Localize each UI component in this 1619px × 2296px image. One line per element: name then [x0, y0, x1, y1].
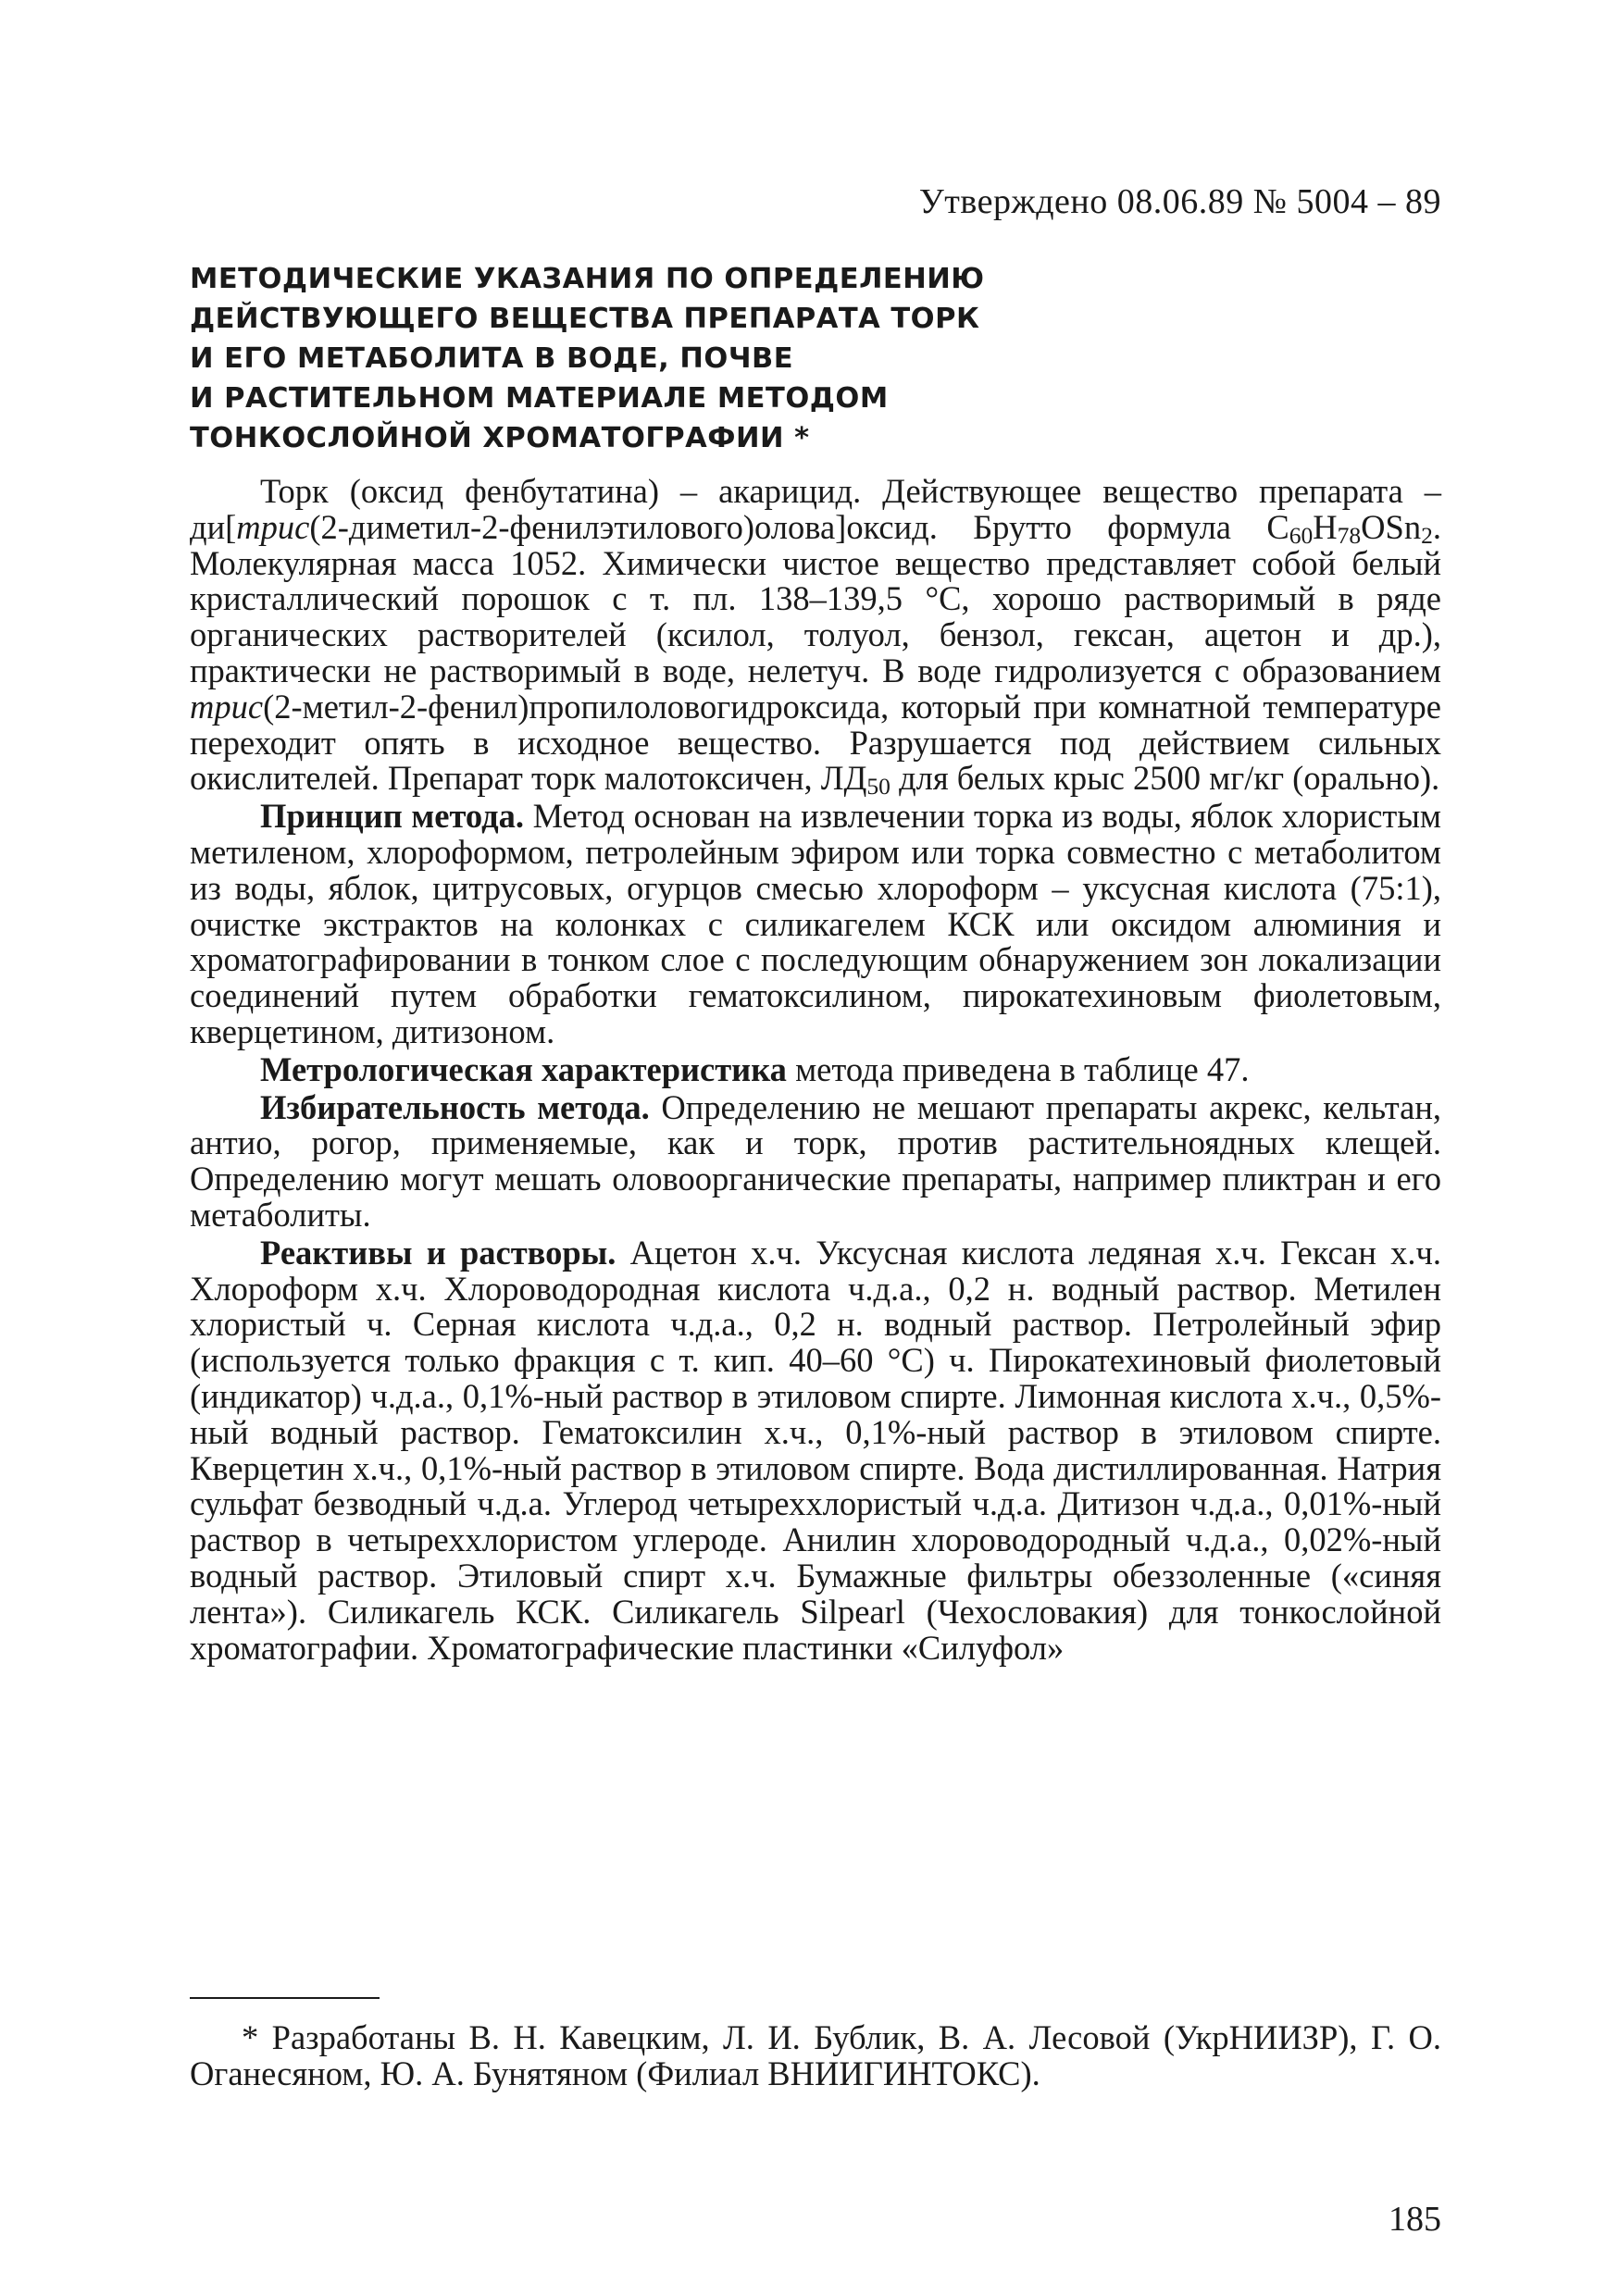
principle-paragraph: Принцип метода. Метод основан на извлечении торка из воды, яблок хлористым метиленом, хлороформом, петролейным эфиром или торка совместно с метаболитом из воды, яблок, цитрусовых, огурцов смесью хлороформ – уксусная кислота (75:1), очистке экстрактов на колонках с силикагелем КСК или оксидом алюминия и хроматографировании в тонком слое с последующим обнаружением зон локализации соединений путем обработки гематоксилином, пирокатехиновым фиолетовым, кверцетином, дитизоном.: [190, 797, 1442, 1050]
title-line: И РАСТИТЕЛЬНОМ МАТЕРИАЛЕ МЕТОДОМ: [190, 382, 889, 415]
footnote-divider: [190, 1997, 380, 1999]
document-title: [190, 259, 1023, 458]
footnote: * Разработаны В. Н. Кавецким, Л. И. Бублик, В. А. Лесовой (УкрНИИЗР), Г. О. Оганесяном, Ю. А. Бунятяном (Филиал ВНИИГИНТОКС).: [190, 2018, 1441, 2092]
metrology-paragraph: Метрологическая характеристика метода приведена в таблице 47.: [260, 1049, 1250, 1088]
section-lead: Реактивы и растворы.: [260, 1233, 616, 1272]
section-lead: Метрологическая характеристика: [260, 1049, 787, 1088]
approval-stamp: Утверждено 08.06.89 № 5004 – 89: [918, 182, 1441, 221]
title-line: И ЕГО МЕТАБОЛИТА В ВОДЕ, ПОЧВЕ: [190, 342, 794, 375]
selectivity-paragraph: Избирательность метода. Определению не мешают препараты акрекс, кельтан, антио, рогор, применяемые, как и торк, против растительноядных клещей. Определению могут мешать оловоорганические препараты, например пликтран и его метаболиты.: [190, 1087, 1441, 1234]
reagents-paragraph: Реактивы и растворы. Ацетон х.ч. Уксусная кислота ледяная х.ч. Гексан х.ч. Хлороформ х.ч. Хлороводородная кислота ч.д.а., 0,2 н. водный раствор. Метилен хлористый ч. Серная кислота ч.д.а., 0,2 н. водный раствор. Петролейный эфир (используется только фракция с т. кип. 40–60 °С) ч. Пирокатехиновый фиолетовый (индикатор) ч.д.а., 0,1%-ный раствор в этиловом спирте. Лимонная кислота х.ч., 0,5%-ный водный раствор. Гематоксилин х.ч., 0,1%-ный раствор в этиловом спирте. Кверцетин х.ч., 0,1%-ный раствор в этиловом спирте. Вода дистиллированная. Натрия сульфат безводный ч.д.а. Углерод четыреххлористый ч.д.а. Дитизон ч.д.а., 0,01%-ный раствор в четыреххлористом углероде. Анилин хлороводородный ч.д.а., 0,02%-ный водный раствор. Этиловый спирт х.ч. Бумажные фильтры обеззоленные («синяя лента»). Силикагель КСК. Силикагель Silpearl (Чехословакия) для тонкослойной хроматографии. Хроматографические пластинки «Силуфол»: [190, 1233, 1442, 1667]
section-lead: Избирательность метода.: [260, 1087, 650, 1126]
document-body: [190, 474, 1441, 1668]
title-line: ДЕЙСТВУЮЩЕГО ВЕЩЕСТВА ПРЕПАРАТА ТОРК: [190, 303, 980, 335]
page-number: 185: [1389, 2200, 1441, 2239]
section-lead: Принцип метода.: [260, 797, 524, 836]
intro-paragraph: Торк (оксид фенбутатина) – акарицид. Действующее вещество препарата – ди[трис(2-диметил-2-фенилэтилового)олова]оксид. Брутто формула $C_{60}H_{78}OSn_2$. Молекулярная масса 1052. Химически чистое вещество представляет собой белый кристаллический порошок с т. пл. 138–139,5 °С, хорошо растворимый в ряде органических растворителей (ксилол, толуол, бензол, гексан, ацетон и др.), практически не растворимый в воде, нелетуч. В воде гидролизуется с образованием трис(2-метил-2-фенил)пропилоловогидроксида, который при комнатной температуре переходит опять в исходное вещество. Разрушается под действием сильных окислителей. Препарат торк малотоксичен, $ЛД_{50}$ для белых крыс 2500 мг/кг (орально).: [190, 472, 1441, 800]
title-line: ТОНКОСЛОЙНОЙ ХРОМАТОГРАФИИ *: [190, 422, 810, 454]
title-line: МЕТОДИЧЕСКИЕ УКАЗАНИЯ ПО ОПРЕДЕЛЕНИЮ: [190, 263, 985, 295]
